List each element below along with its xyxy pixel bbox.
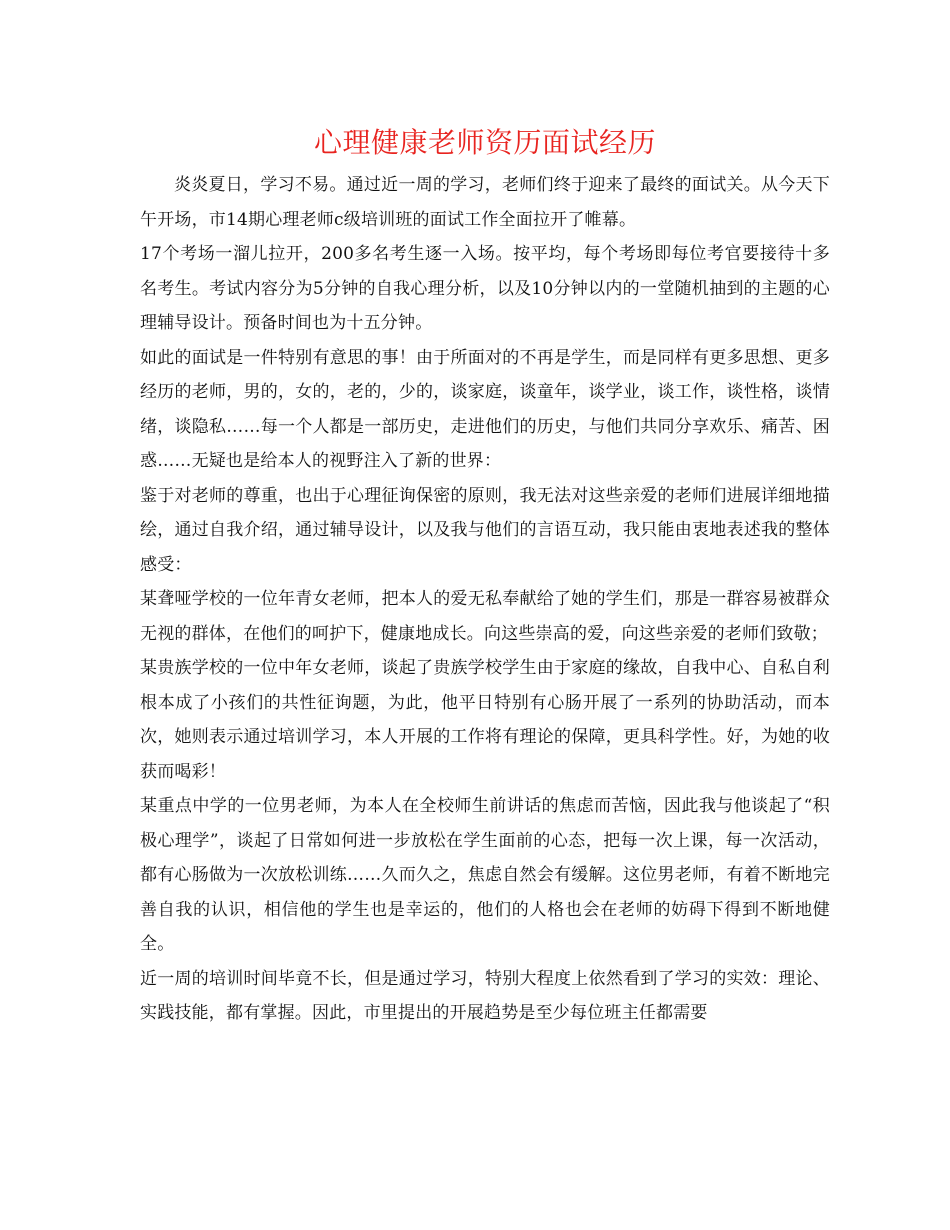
document-page — [140, 118, 830, 1031]
paragraph: 鉴于对老师的尊重，也出于心理征询保密的原则，我无法对这些亲爱的老师们进展详细地描绘，通过自我介绍，通过辅导设计，以及我与他们的言语互动，我只能由衷地表述我的整体感受： — [140, 485, 830, 575]
paragraph: 炎炎夏日，学习不易。通过近一周的学习，老师们终于迎来了最终的面试关。从今天下午开场，市14期心理老师c级培训班的面试工作全面拉开了帷幕。 — [140, 175, 830, 230]
document-title: 心理健康老师资历面试经历 — [313, 126, 656, 159]
paragraph: 如此的面试是一件特别有意思的事！由于所面对的不再是学生，而是同样有更多思想、更多经历的老师，男的，女的，老的，少的，谈家庭，谈童年，谈学业，谈工作，谈性格，谈情绪，谈隐私……每一个人都是一部历史，走进他们的历史，与他们共同分享欢乐、痛苦、困惑……无疑也是给本人的视野注入了新的世界： — [140, 347, 830, 471]
paragraph: 某聋哑学校的一位年青女老师，把本人的爱无私奉献给了她的学生们，那是一群容易被群众无视的群体，在他们的呵护下，健康地成长。向这些崇高的爱，向这些亲爱的老师们致敬； — [140, 589, 830, 644]
document-body — [140, 168, 830, 1031]
paragraph: 近一周的培训时间毕竟不长，但是通过学习，特别大程度上依然看到了学习的实效：理论、实践技能，都有掌握。因此，市里提出的开展趋势是至少每位班主任都需要 — [140, 968, 830, 1023]
paragraph: 某贵族学校的一位中年女老师，谈起了贵族学校学生由于家庭的缘故，自我中心、自私自利根本成了小孩们的共性征询题，为此，他平日特别有心肠开展了一系列的协助活动，而本次，她则表示通过培训学习，本人开展的工作将有理论的保障，更具科学性。好，为她的收获而喝彩！ — [140, 658, 830, 782]
paragraph: 17个考场一溜儿拉开，200多名考生逐一入场。按平均，每个考场即每位考官要接待十多名考生。考试内容分为5分钟的自我心理分析，以及10分钟以内的一堂随机抽到的主题的心理辅导设计。预备时间也为十五分钟。 — [140, 244, 830, 333]
paragraph: 某重点中学的一位男老师，为本人在全校师生前讲话的焦虑而苦恼，因此我与他谈起了“积极心理学”，谈起了日常如何进一步放松在学生面前的心态，把每一次上课，每一次活动，都有心肠做为一次放松训练……久而久之，焦虑自然会有缓解。这位男老师，有着不断地完善自我的认识，相信他的学生也是幸运的，他们的人格也会在老师的妨碍下得到不断地健全。 — [140, 796, 830, 954]
